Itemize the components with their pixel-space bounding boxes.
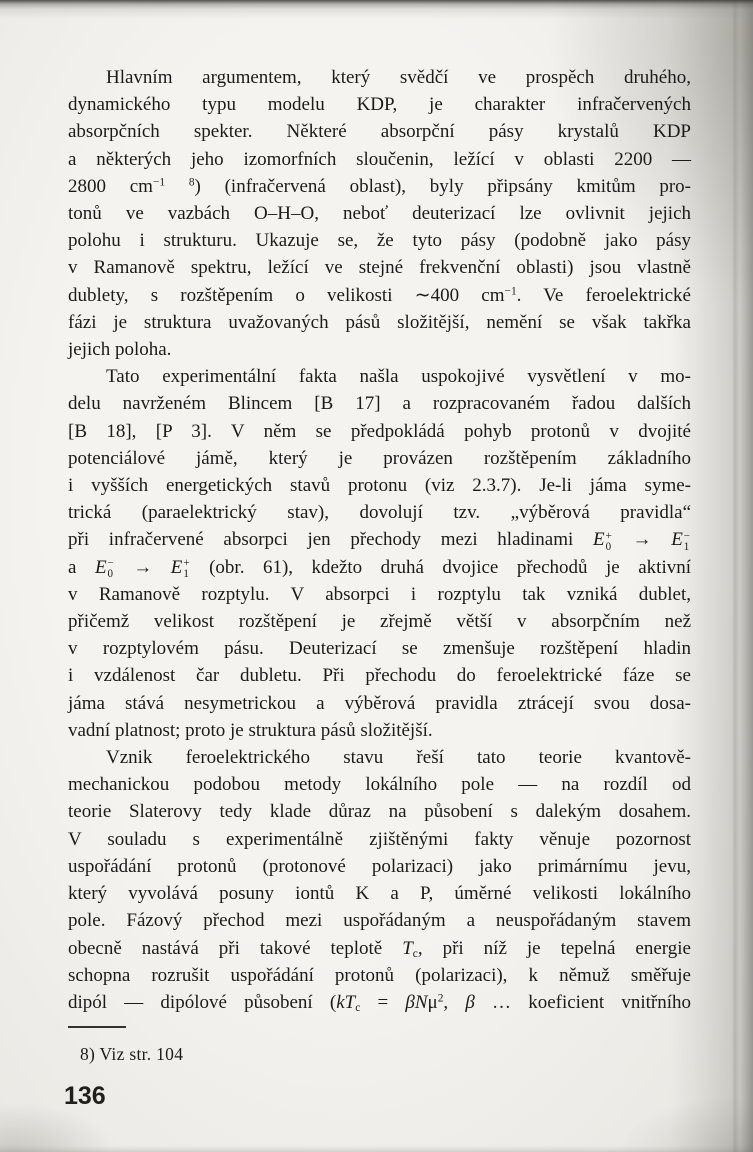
text-line: Hlavním argumentem, který svědčí ve prospěch druhého,: [106, 67, 691, 88]
text-line: při infračervené absorpci jen přechody mezi hladinami E + 0 → E − 1: [68, 529, 691, 554]
text-line: dipól — dipólové působení ($kT_c = \beta N\mu^2$, β … koeficient vnitřního: [68, 991, 692, 1014]
text-line: fázi je struktura uvažovaných pásů složitější, nemění se však takřka: [68, 311, 691, 333]
stacked-script: − 1: [683, 529, 691, 554]
text-line: v Ramanově rozptylu. V absorpci i rozptylu tak vzniká dublet,: [68, 583, 691, 605]
text-line: obecně nastává při takové teplotě $T_c$, při níž je tepelná energie: [68, 937, 691, 960]
text-line: dynamického typu modelu KDP, je charakter infračervených: [68, 94, 691, 116]
footnote: 8) Viz str. 104: [80, 1044, 184, 1064]
text-line: jáma stává nesymetrickou a výběrová pravidla ztrácejí svou dosa-: [68, 692, 691, 714]
text-line: dublety, s rozštěpením o velikosti ∼400 $cm^{-1}$. Ve feroelektrické: [68, 284, 691, 306]
stacked-script: + 0: [605, 529, 612, 554]
text-line: [B 18], [P 3]. V něm se předpokládá pohyb protonů v dvojité: [68, 420, 691, 442]
text-line: a některých jeho izomorfních sloučenin, ležící v oblasti 2200 —: [68, 148, 691, 170]
text-line: v rozptylovém pásu. Deuterizací se zmenšuje rozštěpení hladin: [68, 638, 691, 660]
text-line: jejich poloha.: [68, 339, 172, 361]
text-line: schopna rozrušit uspořádání protonů (polarizaci), k němuž směřuje: [68, 964, 691, 986]
text-line: přičemž velikost rozštěpení je zřejmě větší v absorpčním než: [68, 611, 691, 633]
text-line: i vyšších energetických stavů protonu (viz 2.3.7). Je-li jáma syme-: [68, 475, 691, 497]
text-line: vadní platnost; proto je struktura pásů složitější.: [68, 719, 433, 741]
text-line: Tato experimentální fakta našla uspokojivé vysvětlení v mo-: [106, 366, 691, 388]
text-line: trická (paraelektrický stav), dovolují tzv. „výběrová pravidla“: [68, 502, 691, 524]
text-line: Vznik feroelektrického stavu řeší tato teorie kvantově-: [106, 747, 691, 769]
stacked-script: + 1: [183, 556, 190, 581]
text-line: teorie Slaterovy tedy klade důraz na působení s dalekým dosahem.: [68, 801, 691, 823]
page-number: 136: [64, 1082, 106, 1110]
text-line: uspořádání protonů (protonové polarizaci) jako primárnímu jevu,: [68, 855, 691, 877]
text-line: potenciálové jámě, který je provázen rozštěpením základního: [68, 447, 691, 469]
text-line: i vzdálenost čar dubletu. Při přechodu do feroelektrické fáze se: [68, 665, 691, 687]
text-line: v Ramanově spektru, ležící ve stejné frekvenční oblasti) jsou vlastně: [68, 257, 691, 279]
text-block: [68, 64, 691, 1016]
text-line: který vyvolává posuny iontů K a P, úměrné velikosti lokálního: [68, 883, 691, 905]
text-line: tonů ve vazbách O–H–O, neboť deuterizací lze ovlivnit jejich: [68, 203, 691, 225]
text-line: 2800 $cm^{-1}$ $^8$) (infračervená oblast), byly připsány kmitům pro-: [68, 175, 691, 197]
text-line: pole. Fázový přechod mezi uspořádaným a neuspořádaným stavem: [68, 910, 691, 932]
text-line: delu navrženém Blincem [B 17] a rozpracovaném řadou dalších: [68, 393, 691, 415]
text-line: V souladu s experimentálně zjištěnými fakty věnuje pozornost: [68, 828, 691, 850]
text-line: mechanickou podobou metody lokálního pole — na rozdíl od: [68, 774, 691, 796]
stacked-script: − 0: [107, 556, 114, 581]
text-line: polohu i strukturu. Ukazuje se, že tyto pásy (podobně jako pásy: [68, 230, 691, 252]
footnote-rule: [68, 1026, 126, 1028]
text-line: a E − 0 → E + 1 (obr. 61), kdežto druhá dvojice přechodů je aktivní: [68, 556, 692, 581]
text-line: absorpčních spekter. Některé absorpční pásy krystalů KDP: [68, 121, 691, 143]
